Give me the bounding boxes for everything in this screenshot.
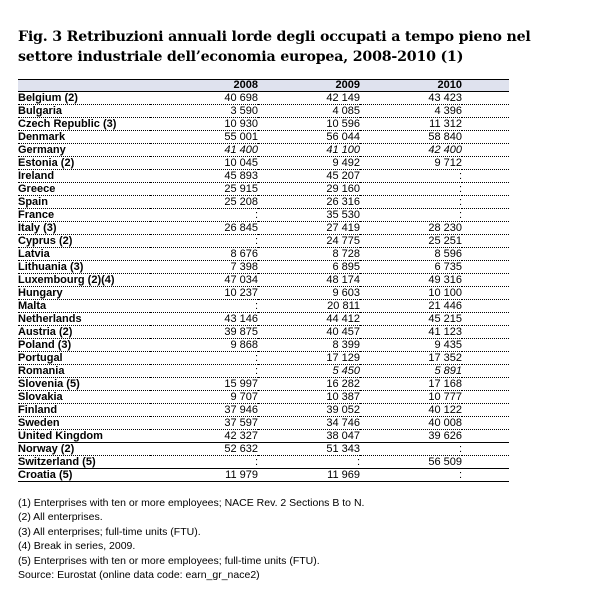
footnote: (5) Enterprises with ten or more employees; full-time units (FTU).: [18, 554, 320, 567]
value-cell-2009: 42 149: [258, 92, 360, 105]
country-cell: Netherlands: [18, 313, 150, 326]
value-cell-2010: 9 435: [360, 339, 462, 352]
value-cell-2009: 48 174: [258, 274, 360, 287]
country-cell: United Kingdom: [18, 430, 150, 443]
table-row: [18, 430, 509, 443]
value-cell-2008: 52 632: [150, 443, 258, 456]
value-cell-2009: 26 316: [258, 196, 360, 209]
value-cell-2008: 15 997: [150, 378, 258, 391]
value-cell-2009: 29 160: [258, 183, 360, 196]
country-cell: Latvia: [18, 248, 150, 261]
country-cell: Sweden: [18, 417, 150, 430]
value-cell-2008: 42 327: [150, 430, 258, 443]
value-cell-2009: 27 419: [258, 222, 360, 235]
value-cell-2008: 45 893: [150, 170, 258, 183]
country-cell: Greece: [18, 183, 150, 196]
value-cell-2009: 39 052: [258, 404, 360, 417]
table-row: [18, 365, 509, 378]
country-cell: Germany: [18, 144, 150, 157]
value-cell-2008: 10 045: [150, 157, 258, 170]
value-cell-2009: 24 775: [258, 235, 360, 248]
value-cell-2008: 43 146: [150, 313, 258, 326]
value-cell-2009: 34 746: [258, 417, 360, 430]
table-row: [18, 456, 509, 469]
footnotes: [18, 496, 364, 582]
table-row: [18, 300, 509, 313]
value-cell-2010: 4 396: [360, 105, 462, 118]
table-row: [18, 261, 509, 274]
country-cell: Finland: [18, 404, 150, 417]
value-cell-2010: 41 123: [360, 326, 462, 339]
figure-title: Fig. 3 Retribuzioni annuali lorde degli occupati a tempo pieno nel settore industriale dell’economia europea, 2008-2010 (1): [18, 29, 531, 65]
country-cell: Slovakia: [18, 391, 150, 404]
earnings-table: [18, 79, 509, 482]
value-cell-2010: 10 777: [360, 391, 462, 404]
table-row: [18, 144, 509, 157]
value-cell-2010: 28 230: [360, 222, 462, 235]
value-cell-2008: 9 707: [150, 391, 258, 404]
value-cell-2010: :: [360, 196, 462, 209]
table-row: [18, 339, 509, 352]
country-cell: Denmark: [18, 131, 150, 144]
country-cell: France: [18, 209, 150, 222]
country-cell: Hungary: [18, 287, 150, 300]
country-cell: Romania: [18, 365, 150, 378]
value-cell-2008: 11 979: [150, 469, 258, 482]
table-row: [18, 196, 509, 209]
value-cell-2009: 20 811: [258, 300, 360, 313]
value-cell-2010: :: [360, 183, 462, 196]
value-cell-2008: 8 676: [150, 248, 258, 261]
table-row: [18, 235, 509, 248]
value-cell-2010: 17 352: [360, 352, 462, 365]
table-row: [18, 92, 509, 105]
table-row: [18, 170, 509, 183]
value-cell-2008: 9 868: [150, 339, 258, 352]
value-cell-2010: 39 626: [360, 430, 462, 443]
value-cell-2008: 37 946: [150, 404, 258, 417]
country-cell: Czech Republic (3): [18, 118, 150, 131]
value-cell-2010: 21 446: [360, 300, 462, 313]
value-cell-2010: 40 122: [360, 404, 462, 417]
value-cell-2010: :: [360, 469, 462, 482]
country-cell: Norway (2): [18, 443, 150, 456]
table-row: [18, 313, 509, 326]
table-row: [18, 443, 509, 456]
value-cell-2009: 45 207: [258, 170, 360, 183]
value-cell-2010: 45 215: [360, 313, 462, 326]
value-cell-2009: 35 530: [258, 209, 360, 222]
value-cell-2009: :: [258, 456, 360, 469]
value-cell-2010: :: [360, 443, 462, 456]
value-cell-2009: 8 399: [258, 339, 360, 352]
value-cell-2010: :: [360, 209, 462, 222]
country-cell: Lithuania (3): [18, 261, 150, 274]
table-row: [18, 209, 509, 222]
country-cell: Slovenia (5): [18, 378, 150, 391]
value-cell-2009: 4 085: [258, 105, 360, 118]
value-cell-2008: :: [150, 209, 258, 222]
value-cell-2010: 49 316: [360, 274, 462, 287]
value-cell-2009: 10 596: [258, 118, 360, 131]
value-cell-2010: 10 100: [360, 287, 462, 300]
value-cell-2009: 10 387: [258, 391, 360, 404]
table-row: [18, 183, 509, 196]
value-cell-2009: 56 044: [258, 131, 360, 144]
value-cell-2009: 44 412: [258, 313, 360, 326]
value-cell-2009: 6 895: [258, 261, 360, 274]
value-cell-2010: 11 312: [360, 118, 462, 131]
value-cell-2008: 39 875: [150, 326, 258, 339]
value-cell-2008: :: [150, 235, 258, 248]
table-row: [18, 248, 509, 261]
value-cell-2010: 56 509: [360, 456, 462, 469]
value-cell-2010: 17 168: [360, 378, 462, 391]
country-cell: Belgium (2): [18, 92, 150, 105]
value-cell-2010: 6 735: [360, 261, 462, 274]
header-2008: 2008: [233, 79, 258, 91]
country-cell: Luxembourg (2)(4): [18, 274, 150, 287]
value-cell-2009: 9 603: [258, 287, 360, 300]
value-cell-2010: 8 596: [360, 248, 462, 261]
country-cell: Italy (3): [18, 222, 150, 235]
value-cell-2009: 51 343: [258, 443, 360, 456]
value-cell-2009: 40 457: [258, 326, 360, 339]
value-cell-2008: 26 845: [150, 222, 258, 235]
table-row: [18, 391, 509, 404]
table-row: [18, 404, 509, 417]
table-row: [18, 118, 509, 131]
value-cell-2009: 38 047: [258, 430, 360, 443]
value-cell-2008: 41 400: [150, 144, 258, 157]
country-cell: Malta: [18, 300, 150, 313]
value-cell-2008: 40 698: [150, 92, 258, 105]
value-cell-2009: 41 100: [258, 144, 360, 157]
value-cell-2008: 25 915: [150, 183, 258, 196]
country-cell: Croatia (5): [18, 469, 150, 482]
country-cell: Portugal: [18, 352, 150, 365]
value-cell-2010: 58 840: [360, 131, 462, 144]
value-cell-2008: 7 398: [150, 261, 258, 274]
value-cell-2008: 10 237: [150, 287, 258, 300]
value-cell-2008: 55 001: [150, 131, 258, 144]
table-row: [18, 352, 509, 365]
footnote: (1) Enterprises with ten or more employees; NACE Rev. 2 Sections B to N.: [18, 497, 365, 509]
table-row: [18, 326, 509, 339]
value-cell-2009: 16 282: [258, 378, 360, 391]
header-country: [18, 80, 150, 92]
value-cell-2009: 5 450: [258, 365, 360, 378]
value-cell-2009: 9 492: [258, 157, 360, 170]
value-cell-2010: 25 251: [360, 235, 462, 248]
country-cell: Switzerland (5): [18, 456, 150, 469]
value-cell-2008: :: [150, 456, 258, 469]
value-cell-2010: :: [360, 170, 462, 183]
value-cell-2009: 17 129: [258, 352, 360, 365]
country-cell: Cyprus (2): [18, 235, 150, 248]
table-row: [18, 378, 509, 391]
header-2010: 2010: [437, 79, 462, 91]
table-row: [18, 417, 509, 430]
source-note: Source: Eurostat (online data code: earn_gr_nace2): [18, 569, 260, 582]
value-cell-2010: 40 008: [360, 417, 462, 430]
value-cell-2008: 47 034: [150, 274, 258, 287]
value-cell-2008: :: [150, 365, 258, 378]
country-cell: Estonia (2): [18, 157, 150, 170]
value-cell-2010: 5 891: [360, 365, 462, 378]
table-row: [18, 105, 509, 118]
value-cell-2008: :: [150, 352, 258, 365]
table-row: [18, 131, 509, 144]
table-row: [18, 274, 509, 287]
value-cell-2008: 10 930: [150, 118, 258, 131]
value-cell-2009: 11 969: [258, 469, 360, 482]
header-2009: 2009: [335, 79, 360, 91]
value-cell-2010: 9 712: [360, 157, 462, 170]
table-header-row: [18, 80, 509, 92]
value-cell-2008: :: [150, 300, 258, 313]
table-row: [18, 222, 509, 235]
country-cell: Ireland: [18, 170, 150, 183]
value-cell-2008: 37 597: [150, 417, 258, 430]
footnote: (3) All enterprises; full-time units (FTU).: [18, 525, 201, 538]
footnote: (4) Break in series, 2009.: [18, 540, 136, 553]
table-row: [18, 157, 509, 170]
country-cell: Poland (3): [18, 339, 150, 352]
value-cell-2010: 43 423: [360, 92, 462, 105]
value-cell-2009: 8 728: [258, 248, 360, 261]
value-cell-2008: 25 208: [150, 196, 258, 209]
country-cell: Austria (2): [18, 326, 150, 339]
value-cell-2010: 42 400: [360, 144, 462, 157]
value-cell-2008: 3 590: [150, 105, 258, 118]
country-cell: Spain: [18, 196, 150, 209]
country-cell: Bulgaria: [18, 105, 150, 118]
table-row: [18, 287, 509, 300]
footnote: (2) All enterprises.: [18, 511, 103, 524]
table-row: [18, 469, 509, 482]
